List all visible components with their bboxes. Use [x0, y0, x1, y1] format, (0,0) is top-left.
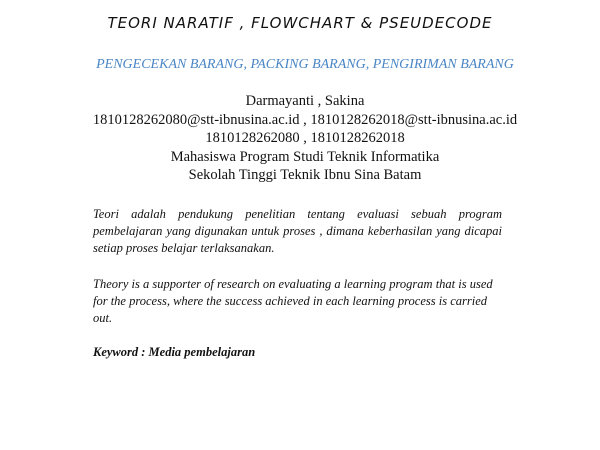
document-subtitle: PENGECEKAN BARANG, PACKING BARANG, PENGIRIMAN BARANG — [96, 57, 514, 72]
author-names: Darmayanti , Sakina — [245, 93, 365, 109]
abstract-english: Theory is a supporter of research on evaluating a learning program that is used for the process, where the success achieved in each learning process is carried out. — [93, 277, 493, 325]
document-title: TEORI NARATIF , FLOWCHART & PSEUDECODE — [107, 14, 493, 32]
abstract-indonesian: Teori adalah pendukung penelitian tentang evaluasi sebuah program pembelajaran yang digunakan untuk proses , dimana keberhasilan yang dicapai setiap proses belajar terlaksanakan. — [93, 207, 502, 255]
author-program: Mahasiswa Program Studi Teknik Informatika — [170, 148, 440, 165]
keywords: Keyword : Media pembelajaran — [93, 345, 256, 359]
author-emails: 1810128262080@stt-ibnusina.ac.id , 1810128262018@stt-ibnusina.ac.id — [92, 111, 518, 128]
author-block — [0, 92, 600, 185]
author-institution: Sekolah Tinggi Teknik Ibnu Sina Batam — [188, 167, 422, 183]
author-ids: 1810128262080 , 1810128262018 — [205, 130, 405, 146]
